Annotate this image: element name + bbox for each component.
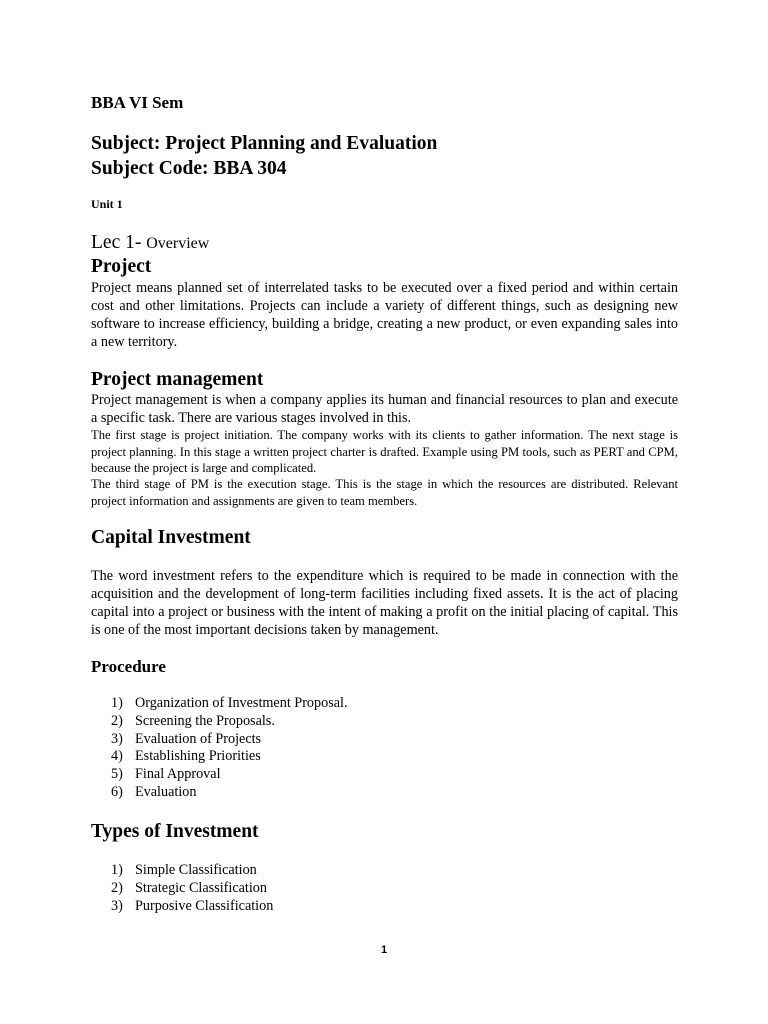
capital-investment-heading: Capital Investment <box>91 527 251 548</box>
page-number: 1 <box>380 944 388 956</box>
procedure-heading: Procedure <box>91 657 166 676</box>
project-heading: Project <box>91 256 152 277</box>
list-item: 6) Evaluation <box>111 783 197 800</box>
list-item: 4) Establishing Priorities <box>111 748 261 765</box>
subject-code: Subject Code: BBA 304 <box>91 158 287 179</box>
unit-label: Unit 1 <box>91 197 123 211</box>
list-item: 1) Organization of Investment Proposal. <box>111 695 348 711</box>
subject-title: Subject: Project Planning and Evaluation <box>91 133 438 154</box>
project-management-paragraph: Project management is when a company applies its human and financial resources to plan and execute a specific task. There are various stages involved in this. <box>91 392 678 426</box>
project-stages-paragraph-2: The third stage of PM is the execution stage. This is the stage in which the resources are distributed. Relevant project information and assignments are given to team members. <box>91 477 678 508</box>
capital-investment-paragraph: The word investment refers to the expenditure which is required to be made in connection with the acquisition and the development of long-term facilities including fixed assets. It is the act of placing capital into a project or business with the intent of making a profit on the initial placing of capital. This is one of the most important decisions taken by management. <box>91 568 678 638</box>
procedure-list <box>111 695 348 802</box>
types-of-investment-heading: Types of Investment <box>91 821 259 842</box>
course-title: BBA VI Sem <box>91 93 184 112</box>
lecture-topic: Overview <box>146 235 210 252</box>
project-management-heading: Project management <box>91 369 264 390</box>
lecture-label: Lec 1- <box>91 232 142 253</box>
list-item: 1) Simple Classification <box>111 862 257 878</box>
lecture-heading <box>91 232 209 254</box>
project-paragraph: Project means planned set of interrelated tasks to be executed over a fixed period and within certain cost and other limitations. Projects can include a variety of different things, such as designing new software to increase efficiency, building a bridge, creating a new product, or even expanding sales into a new territory. <box>91 280 678 350</box>
list-item: 3) Evaluation of Projects <box>111 730 262 747</box>
list-item: 2) Strategic Classification <box>111 879 267 896</box>
list-item: 5) Final Approval <box>111 766 221 783</box>
project-stages-paragraph-1: The first stage is project initiation. The company works with its clients to gather information. The next stage is project planning. In this stage a written project charter is drafted. Example using PM tools, such as PERT and CPM, because the project is large and complicated. <box>91 428 678 475</box>
list-item: 2) Screening the Proposals. <box>111 712 275 729</box>
list-item: 3) Purposive Classification <box>111 897 274 914</box>
types-list <box>111 862 273 915</box>
